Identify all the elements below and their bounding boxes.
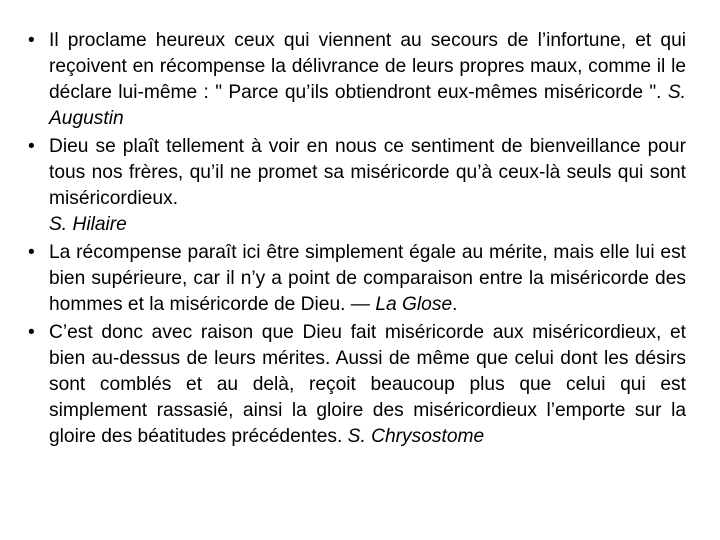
quote-item-augustin (28, 28, 686, 132)
bullet-icon: • (28, 136, 35, 157)
quote-text: Dieu se plaît tellement à voir en nous ce sentiment de bienveillance pour tous nos frères, qu’il ne promet sa miséricorde qu’à ceux-là seuls qui sont miséricordieux. (49, 136, 686, 209)
quote-list (28, 28, 686, 452)
quote-author: S. Chrysostome (347, 426, 485, 447)
quote-suffix: . (452, 294, 458, 315)
quote-text: Il proclame heureux ceux qui viennent au secours de l’infortune, et qui reçoivent en récompense la délivrance de leurs propres maux, comme il le déclare lui-même : " Parce qu’ils obtiendront eux-mêmes miséricorde ". (49, 30, 686, 103)
quote-text: La récompense paraît ici être simplement égale au mérite, mais elle lui est bien supérieure, car il n’y a point de comparaison entre la miséricorde des hommes et la miséricorde de Dieu. — (49, 242, 686, 315)
bullet-icon: • (28, 322, 35, 343)
quote-text: C’est donc avec raison que Dieu fait miséricorde aux miséricordieux, et bien au-dessus de leurs mérites. Aussi de même que celui dont les désirs sont comblés et au delà, reçoit beaucoup plus que celui qui est simplement rassasié, ainsi la gloire des miséricordieux l’emporte sur la gloire des béatitudes précédentes. (49, 322, 686, 447)
quote-item-chrysostome (28, 320, 686, 450)
quote-item-glose (28, 240, 686, 318)
quote-author: La Glose (375, 294, 453, 315)
quote-item-hilaire (28, 134, 686, 238)
quote-author: S. Hilaire (49, 214, 127, 235)
bullet-icon: • (28, 30, 35, 51)
quote-author: S. Augustin (49, 82, 686, 129)
bullet-icon: • (28, 242, 35, 263)
